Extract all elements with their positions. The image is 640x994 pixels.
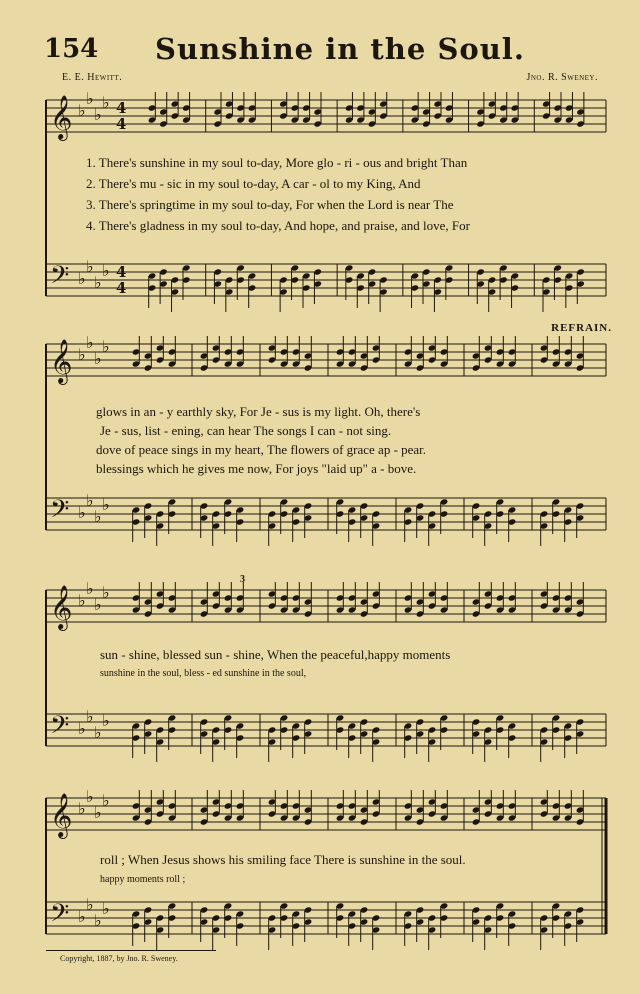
flat-sign-icon: ♭ <box>78 719 86 738</box>
refrain-line-1: sun - shine, blessed sun - shine, When the peaceful,happy moments <box>100 647 451 662</box>
stanza-3-line-2: dove of peace sings in my heart, The flowers of grace ap - pear. <box>96 442 427 457</box>
time-signature-top: 4 <box>116 99 127 117</box>
flat-sign-icon: ♭ <box>94 595 102 614</box>
treble-clef-icon: 𝄞 <box>50 793 73 837</box>
author-credit: E. E. Hewitt. <box>62 72 123 83</box>
flat-sign-icon: ♭ <box>86 491 94 510</box>
flat-sign-icon: ♭ <box>78 591 86 610</box>
flat-sign-icon: ♭ <box>102 337 110 356</box>
flat-sign-icon: ♭ <box>102 899 110 918</box>
refrain-label: REFRAIN. <box>551 322 612 334</box>
flat-sign-icon: ♭ <box>86 257 94 276</box>
treble-staff <box>46 582 606 622</box>
footer-rule <box>46 950 216 951</box>
flat-sign-icon: ♭ <box>78 101 86 120</box>
flat-sign-icon: ♭ <box>78 345 86 364</box>
flat-sign-icon: ♭ <box>78 269 86 288</box>
music-system-4 <box>0 790 640 950</box>
flat-sign-icon: ♭ <box>78 799 86 818</box>
refrain-line-2-bass: happy moments roll ; <box>100 874 186 885</box>
time-signature-bottom: 4 <box>116 115 127 133</box>
flat-sign-icon: ♭ <box>94 273 102 292</box>
stanza-4-line-2: blessings which he gives me now, For joys "laid up" a - bove. <box>96 461 417 476</box>
flat-sign-icon: ♭ <box>78 503 86 522</box>
bass-staff <box>46 714 606 762</box>
flat-sign-icon: ♭ <box>94 911 102 930</box>
stanza-1-line-1: 1. There's sunshine in my soul to-day, More glo - ri - ous and bright Than <box>86 155 468 170</box>
flat-sign-icon: ♭ <box>86 895 94 914</box>
flat-sign-icon: ♭ <box>102 261 110 280</box>
bass-staff <box>46 902 606 950</box>
triplet-mark: 3 <box>240 574 245 585</box>
refrain-line-1-bass: sunshine in the soul, bless - ed sunshine in the soul, <box>100 668 307 679</box>
treble-clef-icon: 𝄞 <box>50 95 73 139</box>
treble-staff <box>46 92 606 132</box>
stanza-2-line-1: 2. There's mu - sic in my soul to-day, A car - ol to my King, And <box>86 176 421 191</box>
refrain-line-2: roll ; When Jesus shows his smiling face There is sunshine in the soul. <box>100 852 466 867</box>
flat-sign-icon: ♭ <box>102 711 110 730</box>
flat-sign-icon: ♭ <box>102 93 110 112</box>
bass-clef-icon: 𝄢 <box>50 261 70 296</box>
flat-sign-icon: ♭ <box>78 907 86 926</box>
flat-sign-icon: ♭ <box>86 336 94 352</box>
treble-staff <box>46 790 606 830</box>
bass-staff <box>46 264 606 312</box>
time-signature-bottom: 4 <box>116 279 127 297</box>
stanza-4-line-1: 4. There's gladness in my soul to-day, And hope, and praise, and love, For <box>86 218 470 233</box>
flat-sign-icon: ♭ <box>94 105 102 124</box>
flat-sign-icon: ♭ <box>102 583 110 602</box>
flat-sign-icon: ♭ <box>86 790 94 806</box>
music-system-3 <box>0 582 640 762</box>
flat-sign-icon: ♭ <box>94 507 102 526</box>
hymn-title: Sunshine in the Soul. <box>155 32 525 66</box>
hymn-number: 154 <box>44 34 99 64</box>
music-system-2 <box>0 336 640 546</box>
stanza-1-line-2: glows in an - y earthly sky, For Je - sus is my light. Oh, there's <box>96 404 421 419</box>
flat-sign-icon: ♭ <box>86 707 94 726</box>
time-signature-top: 4 <box>116 263 127 281</box>
bass-clef-icon: 𝄢 <box>50 899 70 934</box>
flat-sign-icon: ♭ <box>94 349 102 368</box>
stanza-3-line-1: 3. There's springtime in my soul to-day, For when the Lord is near The <box>86 197 454 212</box>
flat-sign-icon: ♭ <box>94 803 102 822</box>
treble-clef-icon: 𝄞 <box>50 339 73 383</box>
stanza-2-line-2: Je - sus, list - ening, can hear The songs I can - not sing. <box>100 423 392 438</box>
bass-staff <box>46 498 606 546</box>
bass-clef-icon: 𝄢 <box>50 495 70 530</box>
treble-clef-icon: 𝄞 <box>50 585 73 629</box>
bass-clef-icon: 𝄢 <box>50 711 70 746</box>
flat-sign-icon: ♭ <box>86 582 94 598</box>
flat-sign-icon: ♭ <box>86 92 94 108</box>
flat-sign-icon: ♭ <box>102 791 110 810</box>
flat-sign-icon: ♭ <box>102 495 110 514</box>
composer-credit: Jno. R. Sweney. <box>526 72 598 83</box>
flat-sign-icon: ♭ <box>94 723 102 742</box>
copyright-notice: Copyright, 1887, by Jno. R. Sweney. <box>60 954 178 963</box>
treble-staff <box>46 336 606 376</box>
